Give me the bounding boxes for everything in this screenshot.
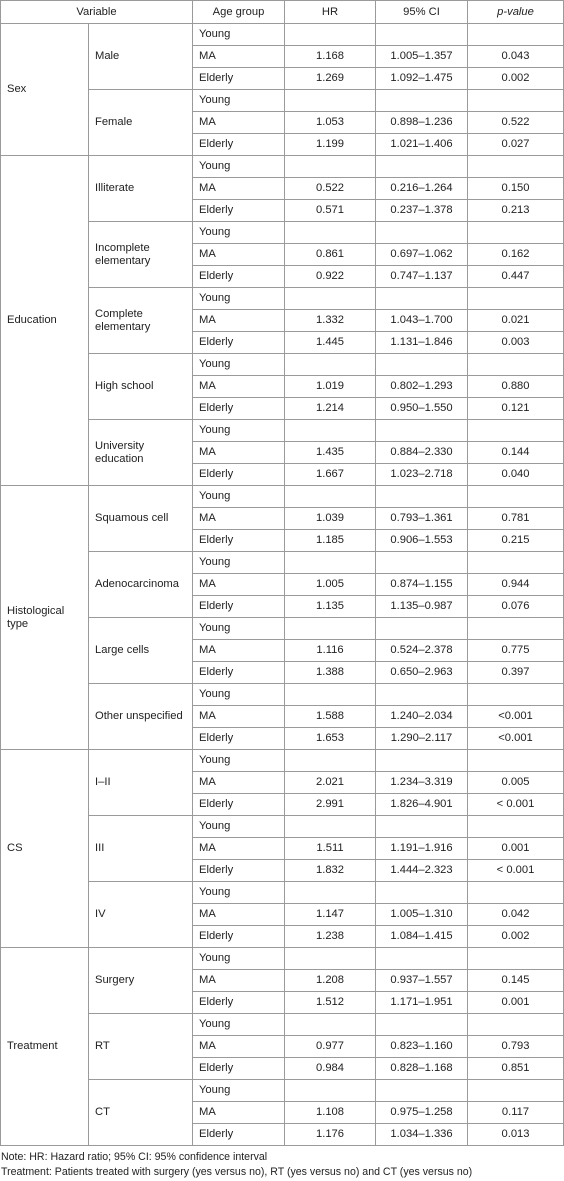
hr-cell: [285, 354, 376, 376]
p-value-cell: 0.021: [468, 310, 564, 332]
age-group-cell: Elderly: [193, 134, 285, 156]
age-group-cell: MA: [193, 376, 285, 398]
subgroup-cell: RT: [89, 1014, 193, 1080]
hr-cell: 0.522: [285, 178, 376, 200]
ci-cell: [376, 882, 468, 904]
p-value-cell: 0.522: [468, 112, 564, 134]
hr-cell: [285, 486, 376, 508]
age-group-cell: MA: [193, 1102, 285, 1124]
hr-cell: [285, 684, 376, 706]
p-value-cell: 0.447: [468, 266, 564, 288]
p-value-cell: [468, 420, 564, 442]
hr-cell: [285, 948, 376, 970]
p-value-cell: 0.002: [468, 68, 564, 90]
hr-cell: [285, 156, 376, 178]
p-value-cell: 0.213: [468, 200, 564, 222]
subgroup-cell: I–II: [89, 750, 193, 816]
age-group-cell: Young: [193, 1080, 285, 1102]
ci-cell: 1.092–1.475: [376, 68, 468, 90]
p-value-cell: 0.144: [468, 442, 564, 464]
age-group-cell: Young: [193, 552, 285, 574]
subgroup-cell: High school: [89, 354, 193, 420]
age-group-cell: Elderly: [193, 926, 285, 948]
variable-cell: Education: [1, 156, 89, 486]
hr-cell: [285, 552, 376, 574]
header-p-value: [468, 1, 564, 24]
p-value-cell: 0.117: [468, 1102, 564, 1124]
age-group-cell: Elderly: [193, 1058, 285, 1080]
hr-cell: 0.922: [285, 266, 376, 288]
header-variable: Variable: [1, 1, 193, 24]
age-group-cell: MA: [193, 772, 285, 794]
ci-cell: 1.234–3.319: [376, 772, 468, 794]
ci-cell: [376, 90, 468, 112]
age-group-cell: Young: [193, 684, 285, 706]
ci-cell: 0.823–1.160: [376, 1036, 468, 1058]
ci-cell: 1.826–4.901: [376, 794, 468, 816]
ci-cell: 0.216–1.264: [376, 178, 468, 200]
table-header: [1, 1, 564, 24]
age-group-cell: MA: [193, 310, 285, 332]
ci-cell: [376, 288, 468, 310]
age-group-cell: MA: [193, 640, 285, 662]
age-group-cell: MA: [193, 178, 285, 200]
table-row: [1, 750, 564, 772]
age-group-cell: Young: [193, 288, 285, 310]
hr-cell: [285, 1014, 376, 1036]
hr-cell: [285, 420, 376, 442]
age-group-cell: Elderly: [193, 332, 285, 354]
age-group-cell: MA: [193, 574, 285, 596]
ci-cell: [376, 816, 468, 838]
hr-cell: 1.019: [285, 376, 376, 398]
p-value-cell: 0.043: [468, 46, 564, 68]
hr-cell: 1.053: [285, 112, 376, 134]
hr-cell: 2.991: [285, 794, 376, 816]
table-row: [1, 24, 564, 46]
header-p-italic: p: [497, 5, 504, 18]
ci-cell: 0.793–1.361: [376, 508, 468, 530]
ci-cell: 0.802–1.293: [376, 376, 468, 398]
p-value-cell: [468, 684, 564, 706]
ci-cell: [376, 1014, 468, 1036]
p-value-cell: 0.027: [468, 134, 564, 156]
hr-cell: [285, 90, 376, 112]
hr-cell: 1.512: [285, 992, 376, 1014]
subgroup-cell: Complete elementary: [89, 288, 193, 354]
variable-cell: Histological type: [1, 486, 89, 750]
subgroup-cell: Surgery: [89, 948, 193, 1014]
p-value-cell: 0.003: [468, 332, 564, 354]
hr-cell: [285, 882, 376, 904]
age-group-cell: Young: [193, 618, 285, 640]
hr-cell: 1.168: [285, 46, 376, 68]
table-body: [1, 24, 564, 1146]
p-value-cell: <0.001: [468, 706, 564, 728]
header-ci: 95% CI: [376, 1, 468, 24]
ci-cell: 0.524–2.378: [376, 640, 468, 662]
ci-cell: 1.023–2.718: [376, 464, 468, 486]
hr-cell: [285, 1080, 376, 1102]
age-group-cell: MA: [193, 46, 285, 68]
p-value-cell: [468, 222, 564, 244]
header-p-rest: -value: [503, 5, 534, 18]
hr-cell: 1.667: [285, 464, 376, 486]
hr-cell: 1.185: [285, 530, 376, 552]
age-group-cell: Elderly: [193, 728, 285, 750]
hr-cell: 1.269: [285, 68, 376, 90]
ci-cell: 0.937–1.557: [376, 970, 468, 992]
subgroup-cell: University education: [89, 420, 193, 486]
hr-cell: 1.176: [285, 1124, 376, 1146]
p-value-cell: < 0.001: [468, 860, 564, 882]
p-value-cell: <0.001: [468, 728, 564, 750]
subgroup-cell: IV: [89, 882, 193, 948]
ci-cell: 1.034–1.336: [376, 1124, 468, 1146]
ci-cell: 1.240–2.034: [376, 706, 468, 728]
p-value-cell: [468, 618, 564, 640]
hr-cell: 0.984: [285, 1058, 376, 1080]
hr-cell: 1.116: [285, 640, 376, 662]
p-value-cell: [468, 90, 564, 112]
hr-cell: 1.445: [285, 332, 376, 354]
p-value-cell: 0.001: [468, 992, 564, 1014]
hr-cell: 2.021: [285, 772, 376, 794]
age-group-cell: Young: [193, 354, 285, 376]
subgroup-cell: Other unspecified: [89, 684, 193, 750]
ci-cell: 1.005–1.357: [376, 46, 468, 68]
subgroup-cell: III: [89, 816, 193, 882]
p-value-cell: 0.001: [468, 838, 564, 860]
header-age-group: Age group: [193, 1, 285, 24]
p-value-cell: 0.145: [468, 970, 564, 992]
age-group-cell: MA: [193, 442, 285, 464]
p-value-cell: [468, 816, 564, 838]
ci-cell: 0.898–1.236: [376, 112, 468, 134]
hr-cell: 1.388: [285, 662, 376, 684]
age-group-cell: Young: [193, 486, 285, 508]
ci-cell: [376, 684, 468, 706]
hr-cell: 1.332: [285, 310, 376, 332]
age-group-cell: MA: [193, 112, 285, 134]
age-group-cell: Elderly: [193, 794, 285, 816]
ci-cell: 0.950–1.550: [376, 398, 468, 420]
ci-cell: 1.021–1.406: [376, 134, 468, 156]
age-group-cell: Young: [193, 90, 285, 112]
subgroup-cell: Female: [89, 90, 193, 156]
p-value-cell: 0.005: [468, 772, 564, 794]
p-value-cell: [468, 948, 564, 970]
p-value-cell: [468, 882, 564, 904]
age-group-cell: Elderly: [193, 596, 285, 618]
age-group-cell: Elderly: [193, 662, 285, 684]
ci-cell: [376, 552, 468, 574]
hr-cell: 1.005: [285, 574, 376, 596]
hr-cell: 1.147: [285, 904, 376, 926]
ci-cell: 0.828–1.168: [376, 1058, 468, 1080]
p-value-cell: [468, 156, 564, 178]
age-group-cell: Elderly: [193, 398, 285, 420]
age-group-cell: Elderly: [193, 464, 285, 486]
p-value-cell: [468, 24, 564, 46]
hr-cell: [285, 618, 376, 640]
age-group-cell: Elderly: [193, 68, 285, 90]
hr-cell: 1.108: [285, 1102, 376, 1124]
age-group-cell: MA: [193, 508, 285, 530]
ci-cell: [376, 420, 468, 442]
hr-cell: [285, 222, 376, 244]
hr-cell: [285, 24, 376, 46]
age-group-cell: Young: [193, 816, 285, 838]
age-group-cell: Young: [193, 948, 285, 970]
ci-cell: 1.171–1.951: [376, 992, 468, 1014]
ci-cell: [376, 354, 468, 376]
ci-cell: [376, 1080, 468, 1102]
ci-cell: 1.444–2.323: [376, 860, 468, 882]
age-group-cell: Young: [193, 882, 285, 904]
ci-cell: 1.084–1.415: [376, 926, 468, 948]
age-group-cell: Young: [193, 156, 285, 178]
ci-cell: 0.975–1.258: [376, 1102, 468, 1124]
age-group-cell: MA: [193, 706, 285, 728]
ci-cell: [376, 948, 468, 970]
p-value-cell: 0.781: [468, 508, 564, 530]
hr-cell: 1.214: [285, 398, 376, 420]
age-group-cell: Young: [193, 222, 285, 244]
p-value-cell: 0.944: [468, 574, 564, 596]
age-group-cell: MA: [193, 904, 285, 926]
age-group-cell: Elderly: [193, 266, 285, 288]
subgroup-cell: Adenocarcinoma: [89, 552, 193, 618]
hr-cell: 1.135: [285, 596, 376, 618]
p-value-cell: 0.397: [468, 662, 564, 684]
hr-cell: 0.571: [285, 200, 376, 222]
ci-cell: [376, 156, 468, 178]
table-row: [1, 948, 564, 970]
subgroup-cell: Large cells: [89, 618, 193, 684]
age-group-cell: MA: [193, 244, 285, 266]
p-value-cell: [468, 1080, 564, 1102]
hr-cell: 1.588: [285, 706, 376, 728]
p-value-cell: 0.040: [468, 464, 564, 486]
ci-cell: 0.906–1.553: [376, 530, 468, 552]
ci-cell: [376, 618, 468, 640]
hr-cell: [285, 288, 376, 310]
hr-cell: 1.435: [285, 442, 376, 464]
table-row: [1, 486, 564, 508]
age-group-cell: Young: [193, 750, 285, 772]
p-value-cell: 0.775: [468, 640, 564, 662]
age-group-cell: Young: [193, 420, 285, 442]
p-value-cell: 0.042: [468, 904, 564, 926]
ci-cell: 0.747–1.137: [376, 266, 468, 288]
note-treatment: Treatment: Patients treated with surgery (yes versus no), RT (yes versus no) and CT (yes versus no): [1, 1166, 473, 1178]
hr-cell: [285, 816, 376, 838]
subgroup-cell: Squamous cell: [89, 486, 193, 552]
age-group-cell: Young: [193, 1014, 285, 1036]
p-value-cell: [468, 750, 564, 772]
subgroup-cell: Illiterate: [89, 156, 193, 222]
age-group-cell: Young: [193, 24, 285, 46]
p-value-cell: 0.215: [468, 530, 564, 552]
hr-cell: 0.977: [285, 1036, 376, 1058]
variable-cell: Sex: [1, 24, 89, 156]
p-value-cell: 0.076: [468, 596, 564, 618]
hr-cell: 1.511: [285, 838, 376, 860]
ci-cell: 1.043–1.700: [376, 310, 468, 332]
table-notes: [0, 1150, 564, 1180]
p-value-cell: [468, 552, 564, 574]
ci-cell: 1.005–1.310: [376, 904, 468, 926]
hr-cell: [285, 750, 376, 772]
ci-cell: 0.237–1.378: [376, 200, 468, 222]
p-value-cell: 0.162: [468, 244, 564, 266]
note-abbreviations: Note: HR: Hazard ratio; 95% CI: 95% confidence interval: [1, 1151, 268, 1163]
age-group-cell: Elderly: [193, 200, 285, 222]
hr-cell: 1.653: [285, 728, 376, 750]
ci-cell: 1.191–1.916: [376, 838, 468, 860]
hr-cell: 1.199: [285, 134, 376, 156]
p-value-cell: 0.150: [468, 178, 564, 200]
ci-cell: 1.135–0.987: [376, 596, 468, 618]
age-group-cell: Elderly: [193, 992, 285, 1014]
variable-cell: CS: [1, 750, 89, 948]
ci-cell: 0.874–1.155: [376, 574, 468, 596]
ci-cell: 1.290–2.117: [376, 728, 468, 750]
p-value-cell: < 0.001: [468, 794, 564, 816]
ci-cell: 0.650–2.963: [376, 662, 468, 684]
header-row: [1, 1, 564, 24]
subgroup-cell: Incomplete elementary: [89, 222, 193, 288]
p-value-cell: 0.121: [468, 398, 564, 420]
p-value-cell: [468, 1014, 564, 1036]
ci-cell: 1.131–1.846: [376, 332, 468, 354]
p-value-cell: 0.002: [468, 926, 564, 948]
p-value-cell: [468, 486, 564, 508]
age-group-cell: Elderly: [193, 1124, 285, 1146]
p-value-cell: 0.880: [468, 376, 564, 398]
ci-cell: [376, 222, 468, 244]
variable-cell: Treatment: [1, 948, 89, 1146]
ci-cell: 0.884–2.330: [376, 442, 468, 464]
p-value-cell: 0.851: [468, 1058, 564, 1080]
hr-cell: 0.861: [285, 244, 376, 266]
header-hr: HR: [285, 1, 376, 24]
hr-cell: 1.039: [285, 508, 376, 530]
age-group-cell: MA: [193, 838, 285, 860]
p-value-cell: 0.013: [468, 1124, 564, 1146]
age-group-cell: Elderly: [193, 530, 285, 552]
subgroup-cell: Male: [89, 24, 193, 90]
ci-cell: [376, 750, 468, 772]
p-value-cell: 0.793: [468, 1036, 564, 1058]
ci-cell: [376, 24, 468, 46]
subgroup-cell: CT: [89, 1080, 193, 1146]
table-row: [1, 156, 564, 178]
ci-cell: [376, 486, 468, 508]
hr-cell: 1.832: [285, 860, 376, 882]
p-value-cell: [468, 288, 564, 310]
p-value-cell: [468, 354, 564, 376]
age-group-cell: Elderly: [193, 860, 285, 882]
hr-cell: 1.208: [285, 970, 376, 992]
age-group-cell: MA: [193, 1036, 285, 1058]
ci-cell: 0.697–1.062: [376, 244, 468, 266]
age-group-cell: MA: [193, 970, 285, 992]
hr-cell: 1.238: [285, 926, 376, 948]
